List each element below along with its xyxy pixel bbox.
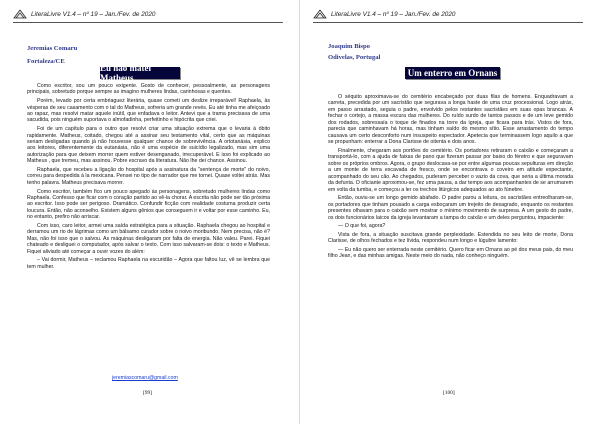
story-title: Um enterro em Ornans bbox=[405, 67, 500, 79]
author-name: Joaquim Bispo bbox=[328, 43, 370, 50]
paragraph: O séquito aproximava-se do cemitério encabeçado por duas filas de homens. Enquadravam a carreta, precedida por um sacristão que segurava a longa haste de uma cruz processional. Logo atrás, em passo arrastado, seguia o padre, envolvido pelos restantes sacristães em suas opas brancas. A fechar o cortejo, a massa escura das mulheres. Do ruído surdo de tantos passos e de um leve gemido dos rodados, sobressaía o toque de finados na torre da igreja, que ficara para trás. Vistos de fora, parecia que caminhavam há horas, mas tinham saído do mesmo sítio. Esse arrastamento do tempo causava um certo desconforto num insuspeito espectador. Apetecia que terminassem logo aquilo a que se propunham: enterrar a Dona Clarisse de oitenta e dois anos. bbox=[328, 94, 573, 146]
paragraph: — O que foi, agora? bbox=[338, 223, 386, 230]
right-page-header bbox=[313, 7, 583, 21]
header-rule bbox=[313, 22, 583, 23]
paragraph: Finalmente, chegaram aos portões do cemitério. Os portadores retiraram o caixão e começaram a transportá-lo, com a ajuda de faixas de pano que fizeram passar por baixo do féretro e que seguravam sobre os próprios ombros. Agora, o grupo deslocava-se por entre algumas poucas sepulturas em direção a um monte de terra escavada de fresco, onde se encontrava o coveiro em atitude expectante, acompanhado do seu cão. Ao chegados, puderam perceber o vazio da cova, que seria a última morada da defunta. O oficiante aproximou-se, fez uma pausa, a dar tempo aos acompanhantes de se arrumarem em volta da tumba, e começou a ler os trechos litúrgicos adequados ao ato fúnebre. bbox=[328, 147, 573, 193]
paragraph: Com isso, caro leitor, armei uma saída estratégica para a situação. Raphaela chegou ao hospital e derramou um rio de lágrimas como um bálsamo curador sobre o noivo moribundo. Nem precisa, não é? Mas, não foi isso que o salvou. As máquinas desligaram por falta de energia. Não valeu. Parei. Fiquei chateado e desliguei o computador, após salvar o texto. Com isso salvaram-se dois: o texto e Matheus. Fiquei aliviado até começar a ouvir vozes do além: bbox=[27, 223, 270, 255]
paragraph: Vista de fora, a situação suscitava grande perplexidade. Estendida no seu leito de morte, Dona Clarisse, de olhos fechados e tez lívida, respondeu num longo e lúgubre lamento: bbox=[328, 231, 573, 245]
author-place: Odivelas, Portugal bbox=[328, 54, 381, 61]
page-number: [99] bbox=[143, 390, 152, 396]
right-page bbox=[300, 0, 600, 424]
magazine-logo-icon bbox=[313, 8, 327, 20]
paragraph: – Vai dormir, Matheus – reclamou Raphaela na escuridão – Agora que faltou luz, vê se lembra que tem mulher. bbox=[27, 257, 270, 270]
paragraph: — Eu não quero ser enterrada neste cemitério. Quero ficar em Ornans ao pé dos meus pais, do meu filho Jean, e das minhas amigas. Neste meio do nada, não conheço ninguém. bbox=[328, 246, 573, 260]
magazine-logo-icon bbox=[13, 8, 27, 20]
paragraph: Foi de um capítulo para o outro que resolvi criar uma situação extrema que o levaria à óbito rapidamente. Matheus, coitado, chegou até a assinar seu testamento vital, certo que as máquinas seriam desligadas quando já não houvesse qualquer chance de sobrevivência. A ortotanásia, explico aos leitores, diferentemente da eutanásia, não é uma espécie de suicídio legalizado, mas sim uma autorização para que deixem morrer quem estiver desenganado, irrecuperável. E isso foi explicado ao Matheus , que tremeu, mas assinou. Pobre escravo da literatura. Não lhe dei chance. Assinou. bbox=[27, 126, 270, 165]
page-number: [100] bbox=[443, 390, 455, 396]
header-rule bbox=[13, 22, 283, 23]
paragraph: Porém, levado por certa embriaguez literária, quase cometi um deslize irreparável! Raphaela, às vésperas de seu casamento com o tal do Matheus, sofreria um grande revés. Eu até tinha me afeiçoado ao rapaz, mas resolvi matar aquele inútil, que enfadava o leitor. Antevi que a trama precisava de uma sacudida, pois ninguém suportava o almofadinha, perfeitinho e hipócrita que criei. bbox=[27, 98, 270, 124]
left-page-header bbox=[13, 7, 283, 21]
paragraph: Como escritor, sou um pouco exigente. Gosto de conhecer, pessoalmente, as personagens principais, sobretudo porque sempre as imagino mulheres lindas, carinhosas e quentes. bbox=[27, 83, 270, 96]
paragraph: Então, ouviu-se um longo gemido abafado. O padre parou a leitura, os sacristães entreolharam-se, os portadores que tinham pousado a carga esboçaram um trejeito de desagrado, enquanto os restantes presentes olhavam para o caixão sem mostrar o mínimo movimento de surpresa. A um gesto do padre, os dois funcionários laicos da igreja levantaram a tampa do caixão e um deles perguntou, impaciente: bbox=[328, 195, 573, 221]
story-title: Eu não matei Matheus bbox=[100, 67, 180, 79]
author-email-link[interactable]: jeremiascomaru@gmail.com bbox=[112, 375, 178, 381]
paragraph: Raphaela, que recebeu a ligação do hospital após a assinatura da "sentença de morte" do noivo, correu para despedida à la mexicana. Pensei no tipo de narrador que me tornei. Quase voltei atrás. Mas tenho palavra. Matheus precisava morrer. bbox=[27, 167, 270, 186]
story-body bbox=[328, 94, 573, 262]
header-text: LiteraLivre V1.4 – nº 19 – Jan./Fev. de 2020 bbox=[331, 10, 456, 18]
author-place: Fortaleza/CE bbox=[27, 58, 65, 65]
paragraph: Como escritor, também fico um pouco apegado às personagens, sobretudo mulheres lindas como Raphaela. Confesso que ficar com o coração partido ao vê-la chorar. A escrita não pode ser tão próxima ao escritor. Isso pode ser perigoso. Dramático. Confundir ficção com realidade costuma produzir certa loucura. Então, não aconselho. Existem alguns gênios que conseguem ir e voltar por esse caminho. Eu, no entanto, prefiro não arriscar. bbox=[27, 188, 270, 221]
story-body bbox=[27, 83, 270, 273]
header-text: LiteraLivre V1.4 – nº 19 – Jan./Fev. de 2020 bbox=[31, 10, 156, 18]
author-name: Jeremias Comaru bbox=[27, 45, 78, 52]
